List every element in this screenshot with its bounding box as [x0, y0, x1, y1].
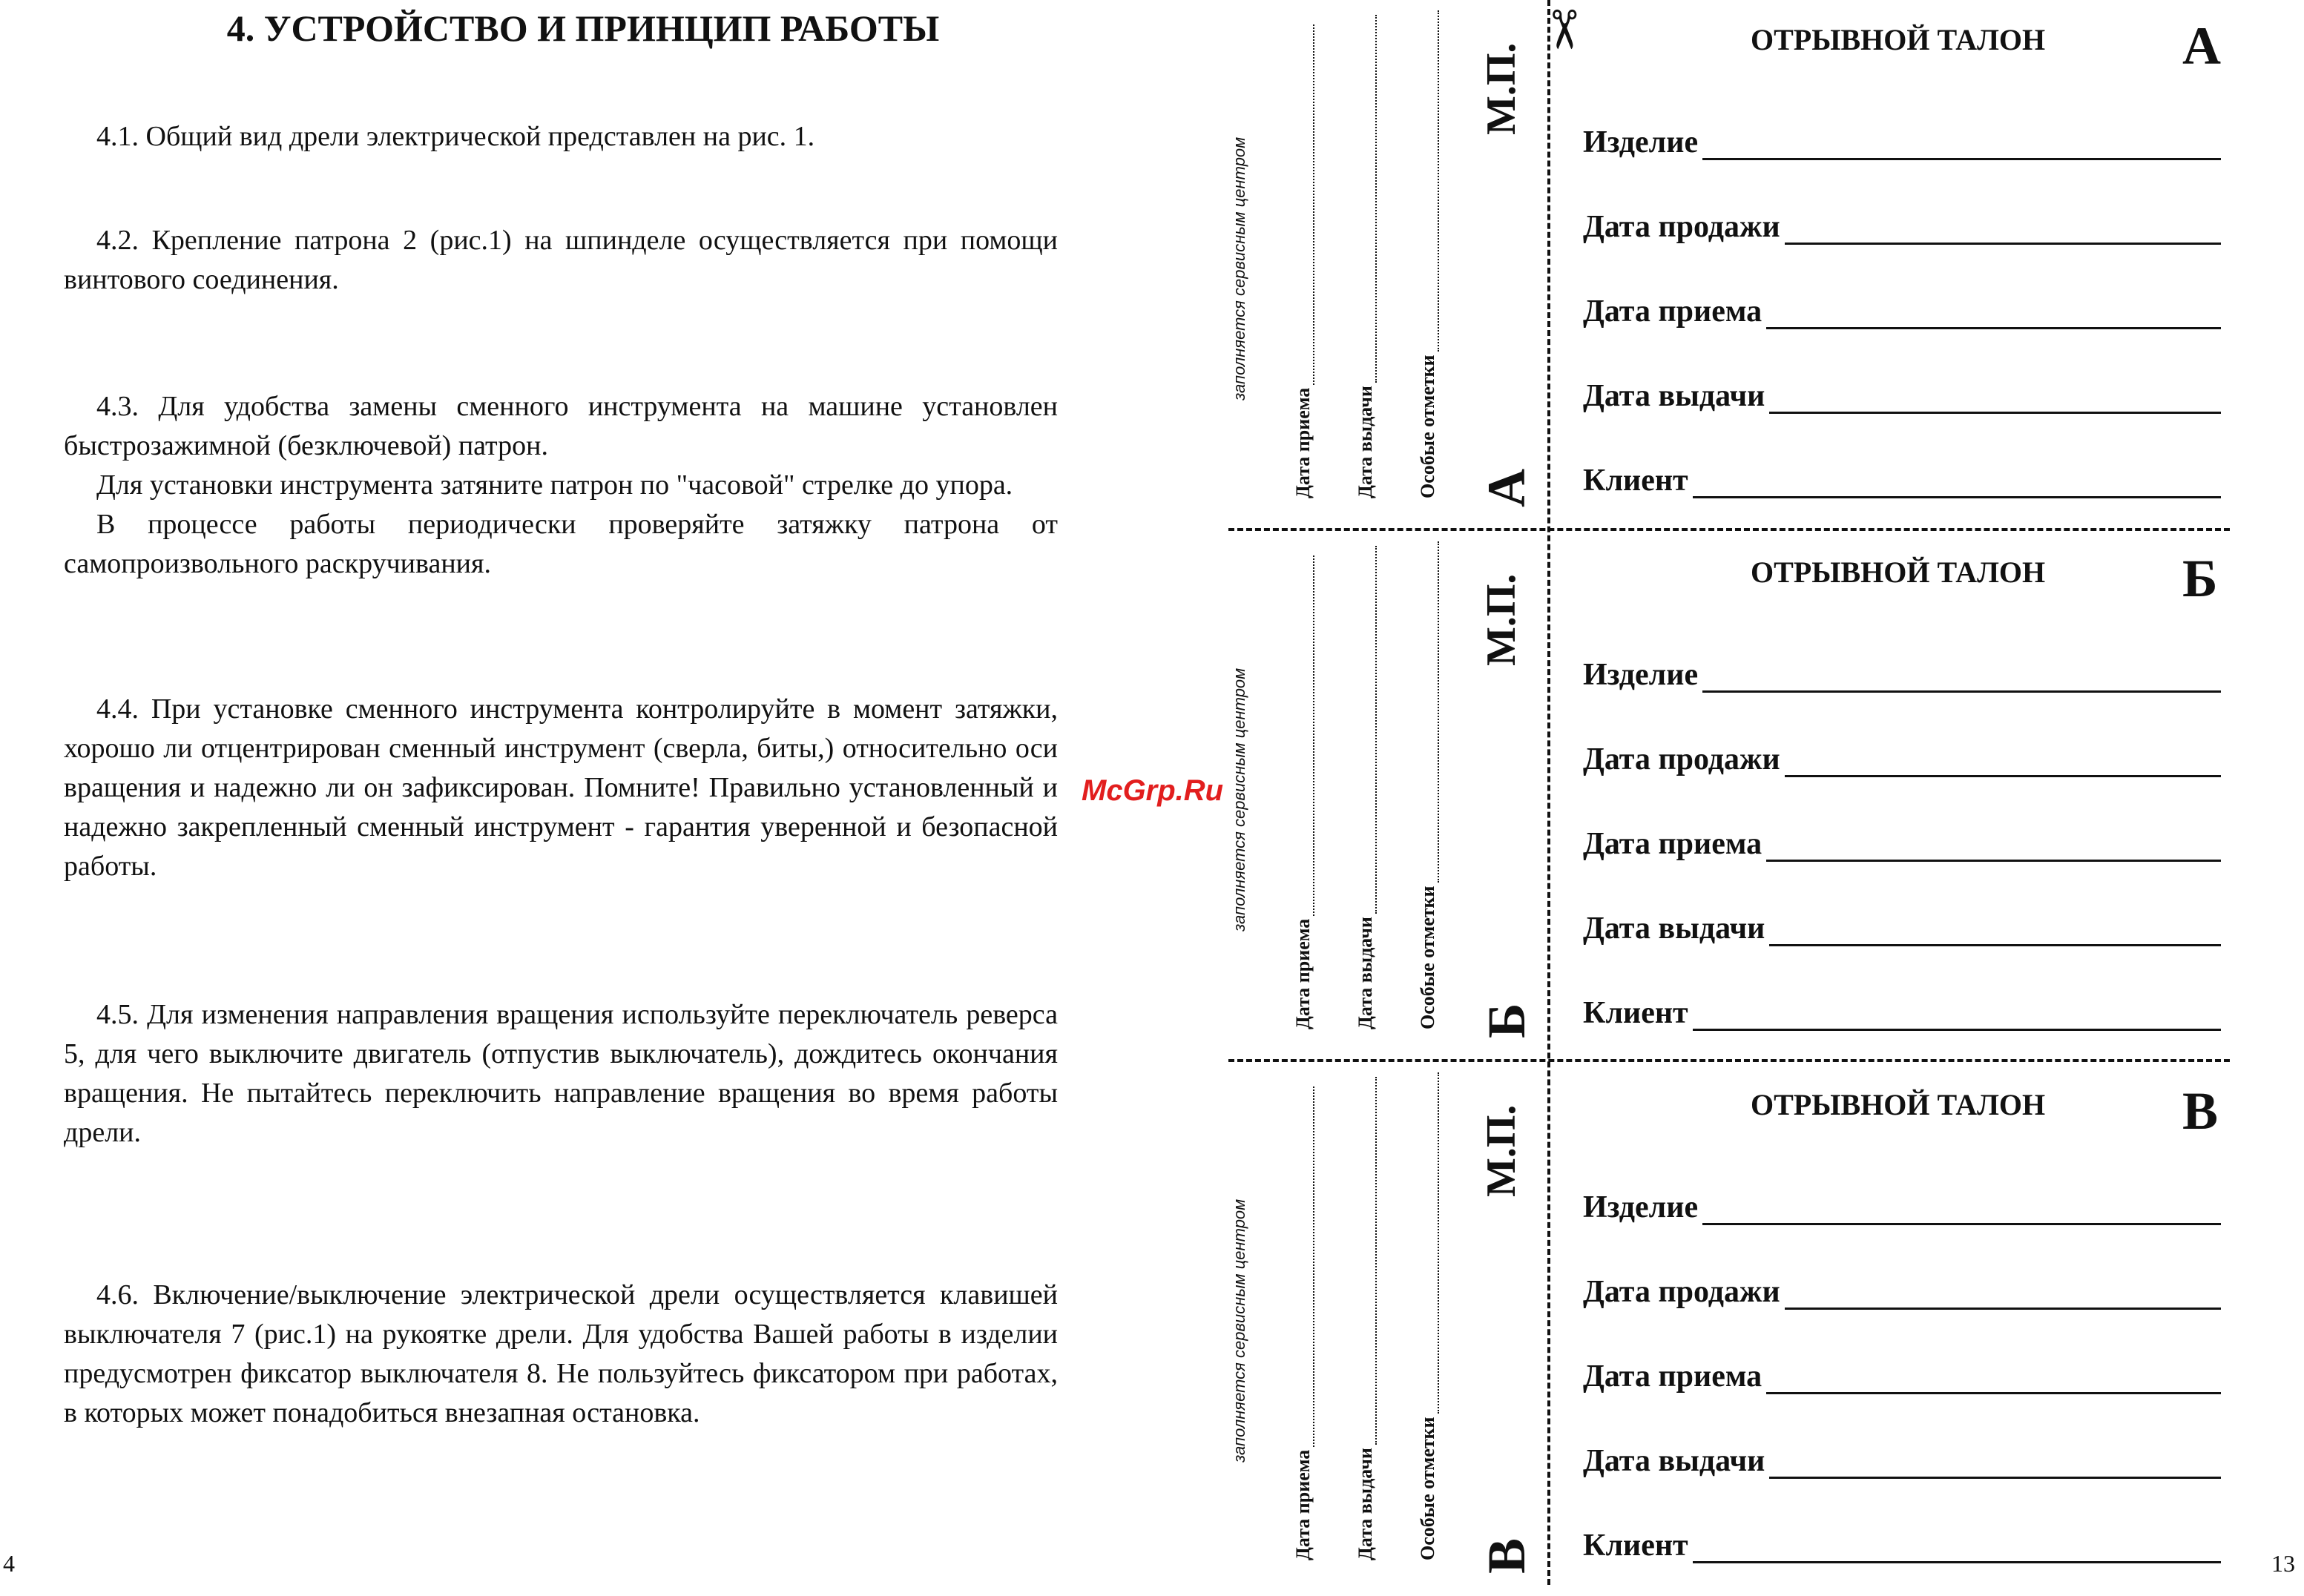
- paragraph-4-6-text: 4.6. Включение/выключение электрической дрели осуществляется клавишей выключателя 7 (рис.1) на рукоятке дрели. Для удобства Вашей работы в изделии предусмотрен фиксатор выключателя 8. Не пользуйтесь фиксатором при работах, в которых может понадобиться внезапная остановка.: [64, 1279, 1058, 1428]
- page-number-left: 4: [3, 1550, 15, 1577]
- coupon-field-product[interactable]: [1583, 656, 2221, 693]
- stub-stamp: М.П.: [1478, 1104, 1524, 1197]
- paragraph-4-3: [64, 387, 1058, 584]
- stub-v: [1217, 1062, 1543, 1596]
- coupon-field-label: Дата приема: [1583, 294, 1762, 329]
- coupon-field-product[interactable]: [1583, 123, 2221, 160]
- scissors-icon: ✂: [1533, 7, 1596, 53]
- paragraph-4-2-text: 4.2. Крепление патрона 2 (рис.1) на шпинделе осуществляется при помощи винтового соединения.: [64, 225, 1058, 295]
- coupon-field-label: Дата выдачи: [1583, 1444, 1765, 1478]
- coupon-letter: Б: [2182, 549, 2218, 608]
- paragraph-4-3-text-a: 4.3. Для удобства замены сменного инструмента на машине установлен быстрозажимной (безключевой) патрон.: [64, 391, 1058, 461]
- stub-service-note: заполняется сервисным центром: [1230, 667, 1248, 931]
- coupon-field-label: Дата выдачи: [1583, 379, 1765, 413]
- coupon-title: ОТРЫВНОЙ ТАЛОН: [1751, 1088, 2046, 1121]
- stub-letter: Б: [1477, 1003, 1536, 1038]
- paragraph-4-2: [64, 221, 1058, 300]
- stub-date-received-label: Дата приема: [1292, 918, 1314, 1029]
- coupon-field-label: Изделие: [1583, 1190, 1699, 1224]
- coupon-field-received-date[interactable]: [1583, 825, 2221, 862]
- coupon-b: [1573, 532, 2240, 1052]
- coupon-field-client[interactable]: [1583, 461, 2221, 498]
- coupon-field-sale-date[interactable]: [1583, 208, 2221, 245]
- coupon-title: ОТРЫВНОЙ ТАЛОН: [1751, 555, 2046, 589]
- coupon-field-label: Дата продажи: [1583, 210, 1780, 244]
- coupon-field-received-date[interactable]: [1583, 292, 2221, 329]
- stub-stamp: М.П.: [1478, 42, 1524, 135]
- stub-notes: [1417, 541, 1439, 1029]
- coupon-field-client[interactable]: [1583, 1526, 2221, 1563]
- page-number-right: 13: [2271, 1550, 2295, 1577]
- stub-date-issued: [1355, 1077, 1377, 1560]
- stub-notes: [1417, 10, 1439, 498]
- stub-date-issued-label: Дата выдачи: [1355, 1448, 1376, 1560]
- coupon-field-label: Изделие: [1583, 658, 1699, 692]
- coupon-letter: В: [2182, 1081, 2219, 1141]
- stub-notes: [1417, 1072, 1439, 1560]
- coupon-title: ОТРЫВНОЙ ТАЛОН: [1751, 23, 2046, 56]
- coupon-field-received-date[interactable]: [1583, 1357, 2221, 1394]
- coupon-field-label: Дата продажи: [1583, 1275, 1780, 1309]
- stub-a: [1217, 0, 1543, 534]
- stub-date-received-label: Дата приема: [1292, 1449, 1314, 1560]
- coupon-field-client[interactable]: [1583, 994, 2221, 1031]
- left-page: [0, 0, 1113, 1585]
- coupon-field-label: Клиент: [1583, 464, 1688, 498]
- stub-letter: В: [1477, 1537, 1536, 1574]
- coupon-letter: А: [2182, 16, 2221, 76]
- stub-date-received: [1292, 555, 1314, 1029]
- stub-date-issued-label: Дата выдачи: [1355, 386, 1376, 498]
- paragraph-4-5-text: 4.5. Для изменения направления вращения используйте переключатель реверса 5, для чего выключите двигатель (отпустив выключатель), дождитесь окончания вращения. Не пытайтесь переключить направление вращения во время работы дрели.: [64, 999, 1058, 1148]
- stub-notes-label: Особые отметки: [1417, 1417, 1438, 1560]
- coupon-field-label: Дата выдачи: [1583, 911, 1765, 946]
- section-title: 4. УСТРОЙСТВО И ПРИНЦИП РАБОТЫ: [226, 7, 940, 49]
- coupon-field-label: Клиент: [1583, 996, 1688, 1030]
- stub-stamp: М.П.: [1478, 573, 1524, 666]
- stub-service-note: заполняется сервисным центром: [1230, 1198, 1248, 1463]
- paragraph-4-5: [64, 995, 1058, 1153]
- vertical-cut-line: [1547, 0, 1550, 1585]
- stub-date-issued: [1355, 546, 1377, 1029]
- coupon-field-label: Дата продажи: [1583, 742, 1780, 776]
- watermark: McGrp.Ru: [1082, 774, 1224, 807]
- paragraph-4-3-text-c: В процессе работы периодически проверяйте затяжку патрона от самопроизвольного раскручивания.: [64, 509, 1058, 579]
- coupon-field-issued-date[interactable]: [1583, 377, 2221, 414]
- stub-notes-label: Особые отметки: [1417, 886, 1438, 1029]
- coupon-field-label: Изделие: [1583, 125, 1699, 159]
- stub-date-issued: [1355, 15, 1377, 498]
- stub-date-received: [1292, 1086, 1314, 1560]
- paragraph-4-4: [64, 690, 1058, 886]
- stub-date-issued-label: Дата выдачи: [1355, 917, 1376, 1029]
- coupon-field-label: Дата приема: [1583, 1359, 1762, 1394]
- coupon-field-product[interactable]: [1583, 1188, 2221, 1225]
- coupon-field-issued-date[interactable]: [1583, 909, 2221, 946]
- stub-letter: А: [1477, 469, 1536, 507]
- coupon-field-label: Клиент: [1583, 1529, 1688, 1563]
- coupon-field-issued-date[interactable]: [1583, 1442, 2221, 1479]
- stub-b: [1217, 531, 1543, 1065]
- coupon-field-label: Дата приема: [1583, 827, 1762, 861]
- paragraph-4-1-text: 4.1. Общий вид дрели электрической представлен на рис. 1.: [96, 121, 815, 152]
- paragraph-4-6: [64, 1276, 1058, 1433]
- paragraph-4-1: [64, 117, 1058, 156]
- coupon-field-sale-date[interactable]: [1583, 1273, 2221, 1310]
- paragraph-4-3-text-b: Для установки инструмента затяните патрон по "часовой" стрелке до упора.: [96, 469, 1013, 501]
- stub-service-note: заполняется сервисным центром: [1230, 136, 1248, 400]
- stub-notes-label: Особые отметки: [1417, 355, 1438, 498]
- paragraph-4-4-text: 4.4. При установке сменного инструмента контролируйте в момент затяжки, хорошо ли отцентрирован сменный инструмент (сверла, биты,) относительно оси вращения и надежно ли он зафиксирован. Помните! Правильно установленный и надежно закрепленный сменный инструмент - гарантия уверенной и безопасной работы.: [64, 693, 1058, 882]
- coupon-a: [1573, 0, 2240, 519]
- stub-date-received-label: Дата приема: [1292, 387, 1314, 498]
- coupon-v: [1573, 1065, 2240, 1584]
- coupon-field-sale-date[interactable]: [1583, 740, 2221, 777]
- stub-date-received: [1292, 24, 1314, 498]
